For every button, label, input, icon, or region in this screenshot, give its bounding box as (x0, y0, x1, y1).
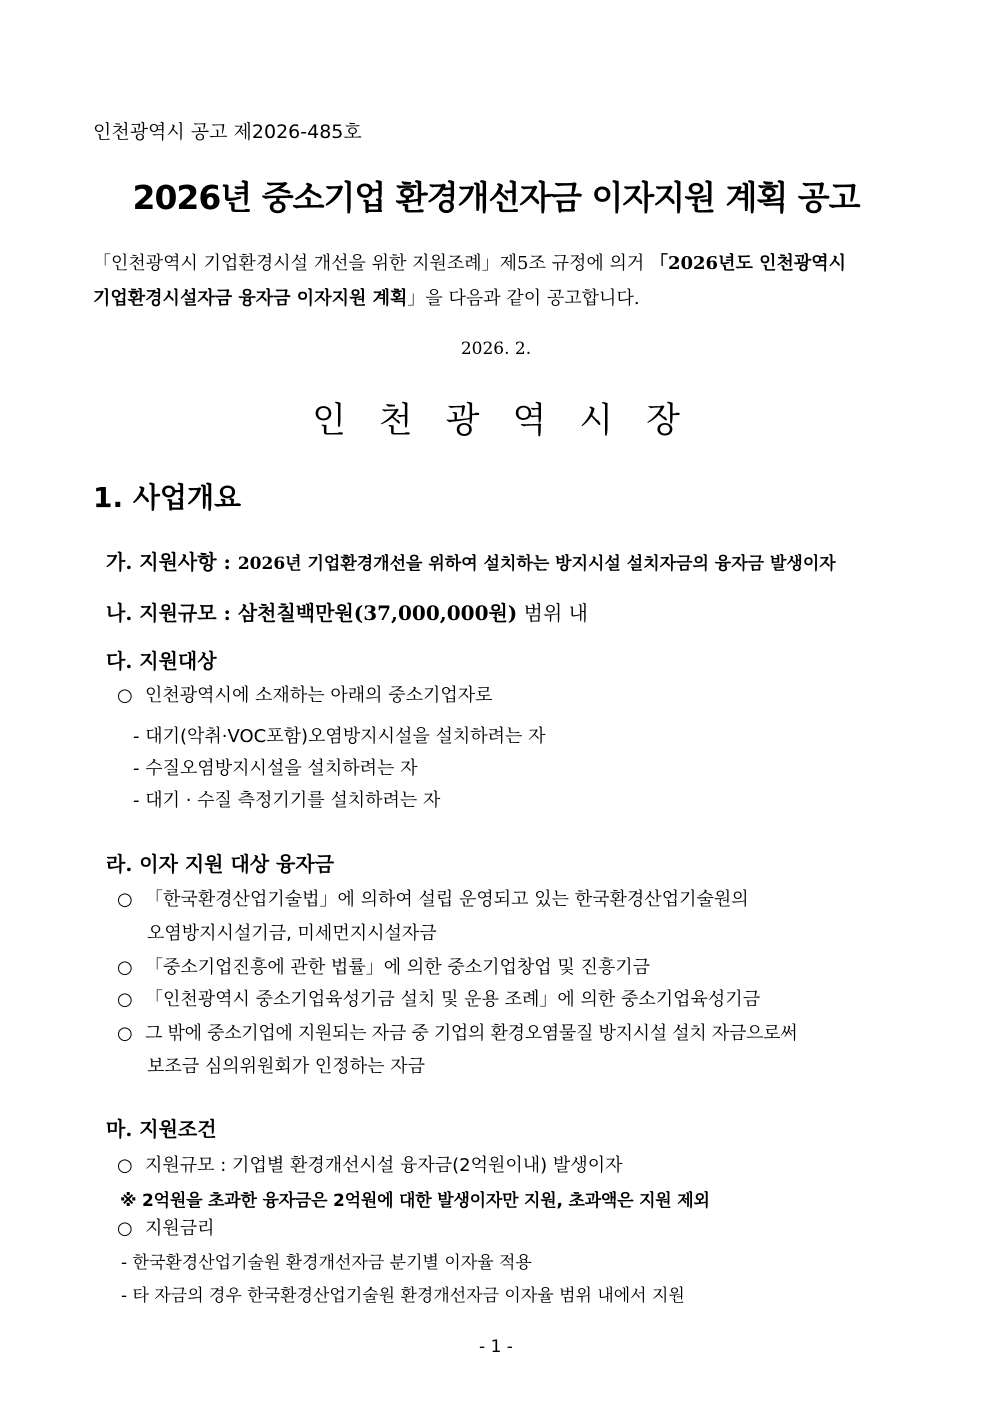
bullet-circle-icon: ○ (117, 989, 133, 1010)
list-item: - 대기 · 수질 측정기기를 설치하려는 자 (133, 790, 441, 811)
notice-date: 2026. 2. (460, 339, 532, 359)
page-number: - 1 - (479, 1337, 513, 1357)
intro-line-2 (93, 284, 640, 310)
item-ra-1 (117, 885, 749, 911)
intro-plan-name-cont: 기업환경시설자금 융자금 이자지원 계획 (93, 288, 408, 309)
list-item: - 대기(악취·VOC포함)오염방지시설을 설치하려는 자 (133, 726, 546, 747)
intro-text-cont: 」을 다음과 같이 공고합니다. (407, 288, 640, 309)
item-ra-2-text: 「중소기업진흥에 관한 법률」에 의한 중소기업창업 및 진흥기금 (145, 957, 651, 978)
item-ga-text: 2026년 기업환경개선을 위하여 설치하는 방지시설 설치자금의 융자금 발생이자 (237, 554, 836, 574)
bullet-circle-icon: ○ (117, 889, 133, 910)
item-ra-3-text: 「인천광역시 중소기업육성기금 설치 및 운용 조례」에 의한 중소기업육성기금 (145, 989, 761, 1010)
intro-plan-name: 「2026년도 인천광역시 (649, 253, 847, 274)
item-ma-heading: 마. 지원조건 (106, 1117, 217, 1141)
notice-number: 인천광역시 공고 제2026-485호 (93, 121, 362, 143)
item-ma-note: ※ 2억원을 초과한 융자금은 2억원에 대한 발생이자만 지원, 초과액은 지원 제외 (120, 1191, 710, 1211)
item-da-heading: 다. 지원대상 (106, 649, 217, 673)
list-item: - 수질오염방지시설을 설치하려는 자 (133, 758, 418, 779)
item-ra-1-cont: 오염방지시설기금, 미세먼지시설자금 (147, 923, 437, 944)
bullet-circle-icon: ○ (117, 1023, 133, 1044)
item-ra-1-text: 「한국환경산업기술법」에 의하여 설립 운영되고 있는 한국환경산업기술원의 (145, 889, 749, 910)
item-na-suffix: 범위 내 (517, 601, 588, 625)
item-ra-2 (117, 953, 650, 979)
intro-text: 「인천광역시 기업환경시설 개선을 위한 지원조례」제5조 규정에 의거 (93, 253, 650, 274)
item-ra-4-cont: 보조금 심의위원회가 인정하는 자금 (147, 1056, 425, 1077)
item-ra-heading: 라. 이자 지원 대상 융자금 (106, 852, 335, 876)
item-ra-4 (117, 1019, 797, 1045)
bullet-circle-icon: ○ (117, 1155, 133, 1176)
list-item: - 한국환경산업기술원 환경개선자금 분기별 이자율 적용 (121, 1253, 532, 1273)
bullet-circle-icon: ○ (117, 957, 133, 978)
item-na-label: 나. 지원규모 : (106, 601, 238, 625)
item-ma-rate-text: 지원금리 (145, 1218, 215, 1239)
section-heading: 1. 사업개요 (93, 481, 242, 514)
intro-line-1 (93, 249, 846, 275)
issuer-name: 인천광역시장 (312, 401, 713, 441)
bullet-circle-icon: ○ (117, 1218, 133, 1239)
item-ga (106, 546, 836, 575)
item-ra-3 (117, 985, 760, 1011)
item-na-amount: 삼천칠백만원(37,000,000원) (237, 601, 518, 625)
item-na (106, 597, 588, 626)
item-ga-label: 가. 지원사항 : (106, 550, 238, 574)
item-da-lead (117, 681, 493, 707)
item-ra-4-text: 그 밖에 중소기업에 지원되는 자금 중 기업의 환경오염물질 방지시설 설치 자금으로써 (145, 1023, 798, 1044)
item-ma-scale (117, 1151, 622, 1177)
item-ma-rate (117, 1214, 215, 1240)
item-da-lead-text: 인천광역시에 소재하는 아래의 중소기업자로 (145, 685, 493, 706)
bullet-circle-icon: ○ (117, 685, 133, 706)
document-title: 2026년 중소기업 환경개선자금 이자지원 계획 공고 (132, 178, 860, 217)
item-ma-scale-text: 지원규모 : 기업별 환경개선시설 융자금(2억원이내) 발생이자 (145, 1155, 623, 1176)
list-item: - 타 자금의 경우 한국환경산업기술원 환경개선자금 이자율 범위 내에서 지원 (121, 1286, 685, 1306)
